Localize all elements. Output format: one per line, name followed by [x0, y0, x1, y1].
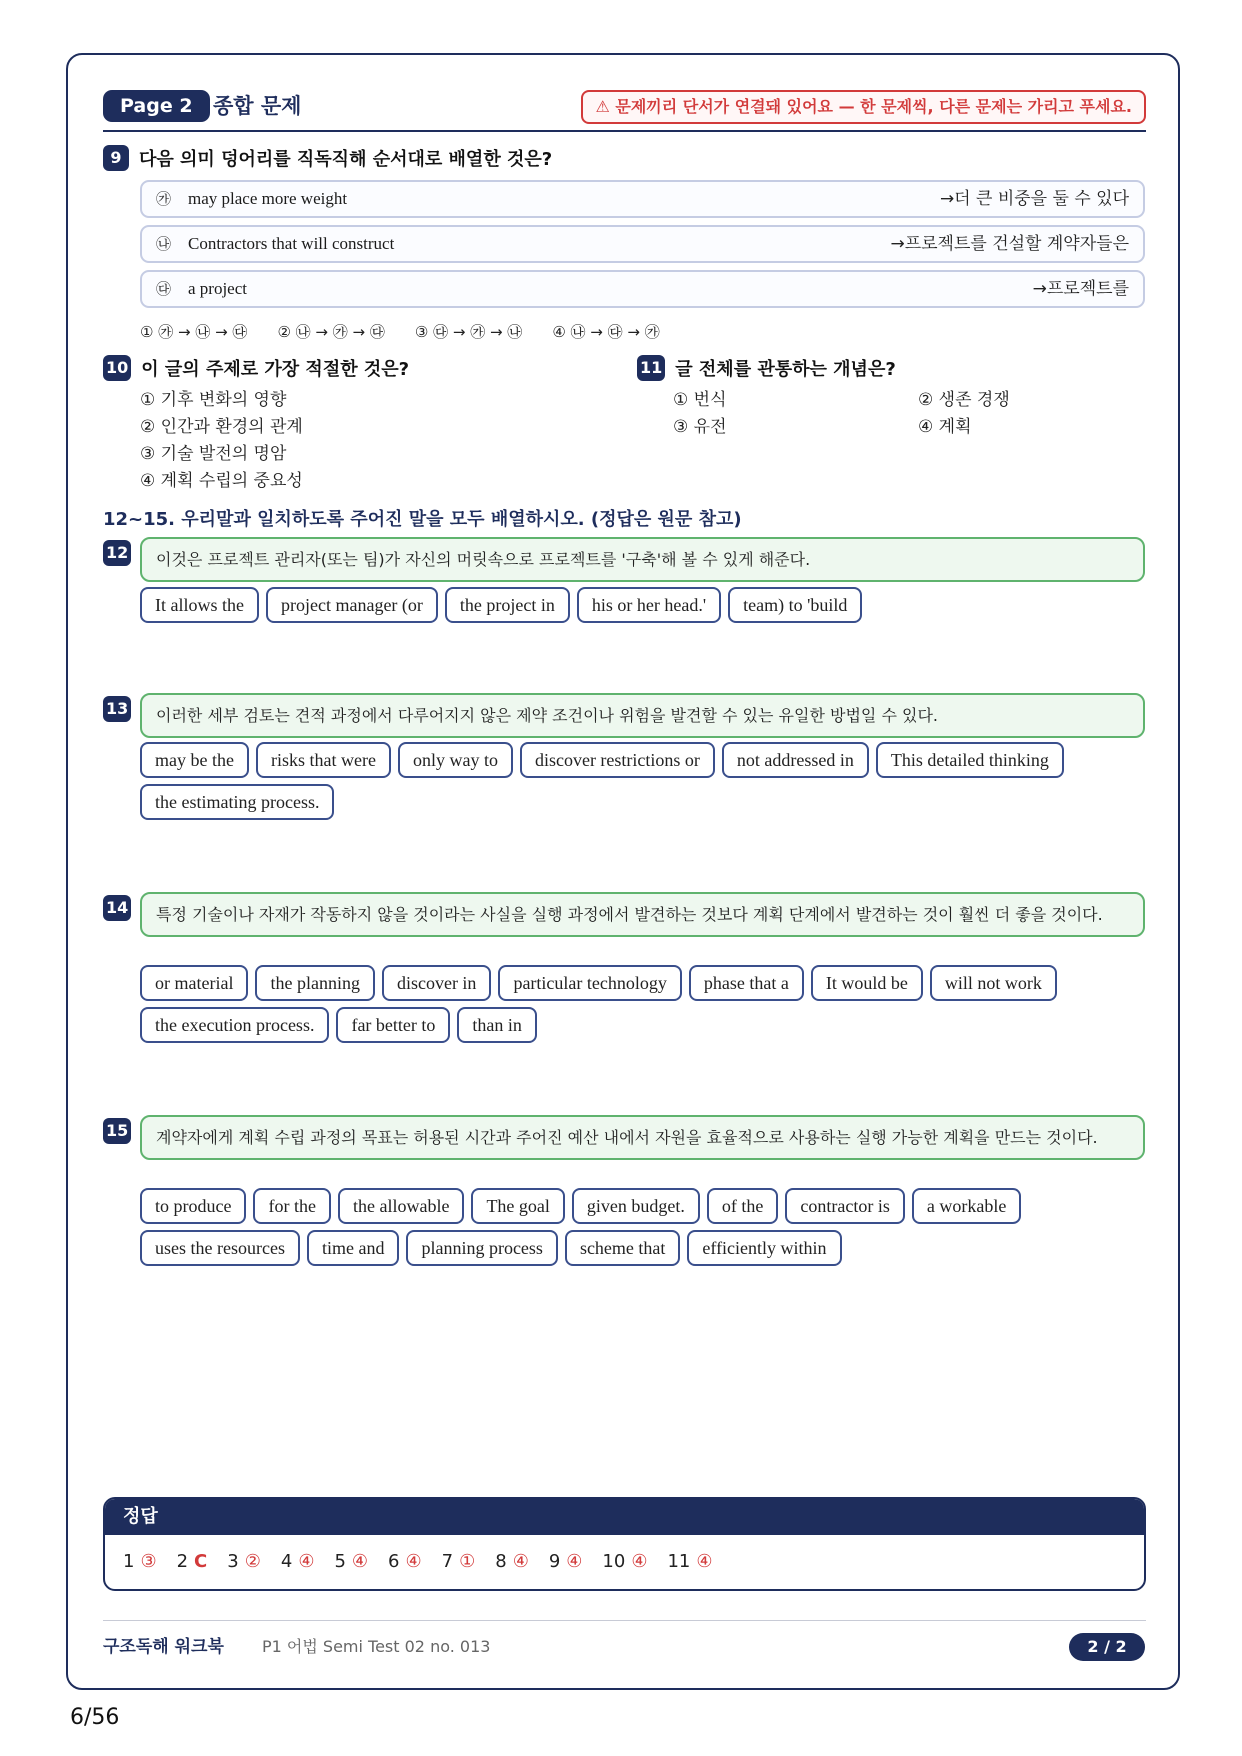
word-tile[interactable]: for the — [253, 1188, 330, 1224]
question-10-header — [103, 355, 409, 381]
word-tile[interactable]: the execution process. — [140, 1007, 329, 1043]
word-tile[interactable]: far better to — [336, 1007, 450, 1043]
word-tile[interactable]: The goal — [471, 1188, 564, 1224]
word-tile[interactable]: only way to — [398, 742, 513, 778]
answer-key — [103, 1497, 1146, 1591]
korean-prompt: 이러한 세부 검토는 견적 과정에서 다루어지지 않은 제약 조건이나 위험을 발견할 수 있는 유일한 방법일 수 있다. — [140, 693, 1145, 738]
question-9-options — [140, 321, 660, 342]
word-tile[interactable]: uses the resources — [140, 1230, 300, 1266]
question-number: 15 — [103, 1118, 131, 1144]
option[interactable]: ① ㉮ → ㉯ → ㉰ — [140, 323, 248, 341]
section-heading: 12~15. 우리말과 일치하도록 주어진 말을 모두 배열하시오. (정답은 원문 참고) — [103, 509, 742, 530]
word-tile[interactable]: his or her head.' — [577, 587, 721, 623]
answer-item: 5 ④ — [334, 1551, 369, 1572]
word-tile[interactable]: project manager (or — [266, 587, 438, 623]
word-tile[interactable]: efficiently within — [687, 1230, 841, 1266]
answer-item: 2 C — [176, 1551, 208, 1572]
chunk-row — [140, 270, 1145, 308]
word-tile[interactable]: phase that a — [689, 965, 804, 1001]
question-11-header — [637, 355, 896, 381]
option[interactable]: ③ 유전 — [673, 417, 727, 437]
word-tile[interactable]: team) to 'build — [728, 587, 862, 623]
option[interactable]: ① 기후 변화의 영향 — [140, 390, 287, 410]
answer-item: 10 ④ — [602, 1551, 648, 1572]
answer-item: 4 ④ — [280, 1551, 315, 1572]
question-number: 11 — [637, 355, 665, 381]
word-tile[interactable]: It allows the — [140, 587, 259, 623]
page-header — [103, 90, 1146, 132]
chunk-english: may place more weight — [188, 189, 348, 208]
answer-key-list — [105, 1535, 1144, 1589]
word-tile[interactable]: will not work — [930, 965, 1057, 1001]
chunk-korean: →더 큰 비중을 둘 수 있다 — [939, 189, 1129, 209]
word-tiles — [140, 587, 1150, 623]
word-tile[interactable]: than in — [457, 1007, 537, 1043]
footer-divider — [103, 1620, 1146, 1621]
word-tile[interactable]: not addressed in — [722, 742, 869, 778]
option[interactable]: ② 인간과 환경의 관계 — [140, 417, 303, 437]
question-11-options — [673, 387, 1118, 441]
option[interactable]: ② 생존 경쟁 — [918, 390, 1010, 410]
question-number: 12 — [103, 540, 131, 566]
answer-item: 6 ④ — [388, 1551, 422, 1572]
footer-title: 구조독해 워크북 — [103, 1637, 224, 1657]
chunk-row — [140, 225, 1145, 263]
page-indicator: 2 / 2 — [1069, 1633, 1145, 1661]
word-tile[interactable]: risks that were — [256, 742, 391, 778]
word-tile[interactable]: It would be — [811, 965, 923, 1001]
word-tile[interactable]: of the — [707, 1188, 778, 1224]
option[interactable]: ④ ㉯ → ㉰ → ㉮ — [552, 323, 660, 341]
question-number: 14 — [103, 895, 131, 921]
question-number: 10 — [103, 355, 131, 381]
question-text: 글 전체를 관통하는 개념은? — [675, 359, 896, 380]
word-tile[interactable]: given budget. — [572, 1188, 700, 1224]
option[interactable]: ④ 계획 수립의 중요성 — [140, 471, 303, 491]
answer-item: 8 ④ — [495, 1551, 529, 1572]
page-title: 종합 문제 — [213, 94, 302, 118]
word-tile[interactable]: time and — [307, 1230, 399, 1266]
footer-subtitle: P1 어법 Semi Test 02 no. 013 — [262, 1637, 491, 1656]
option[interactable]: ① 번식 — [673, 390, 727, 410]
word-tile[interactable]: or material — [140, 965, 248, 1001]
chunk-mark: ㉯ — [156, 235, 172, 253]
word-tile[interactable]: the planning — [255, 965, 374, 1001]
answer-item: 9 ④ — [548, 1551, 583, 1572]
word-tile[interactable]: This detailed thinking — [876, 742, 1064, 778]
answer-item: 7 ① — [441, 1551, 476, 1572]
answer-item: 11 ④ — [667, 1551, 713, 1572]
korean-prompt: 이것은 프로젝트 관리자(또는 팀)가 자신의 머릿속으로 프로젝트를 '구축'해 볼 수 있게 해준다. — [140, 537, 1145, 582]
chunk-english: a project — [188, 279, 247, 298]
word-tiles — [140, 1188, 1150, 1266]
word-tile[interactable]: the project in — [445, 587, 570, 623]
word-tiles — [140, 742, 1150, 820]
answer-item: 1 ③ — [123, 1551, 157, 1572]
chunk-mark: ㉰ — [156, 280, 172, 298]
word-tile[interactable]: planning process — [406, 1230, 557, 1266]
option[interactable]: ② ㉯ → ㉮ → ㉰ — [277, 323, 385, 341]
word-tile[interactable]: to produce — [140, 1188, 246, 1224]
word-tile[interactable]: the estimating process. — [140, 784, 334, 820]
document-page-count: 6/56 — [70, 1705, 120, 1730]
page-badge: Page 2 — [103, 90, 210, 122]
word-tile[interactable]: discover in — [382, 965, 491, 1001]
chunk-korean: →프로젝트를 건설할 계약자들은 — [890, 234, 1129, 254]
option[interactable]: ③ 기술 발전의 명암 — [140, 444, 287, 464]
option[interactable]: ③ ㉰ → ㉮ → ㉯ — [414, 323, 523, 341]
chunk-korean: →프로젝트를 — [1032, 279, 1129, 299]
korean-prompt: 계약자에게 계획 수립 과정의 목표는 허용된 시간과 주어진 예산 내에서 자원을 효율적으로 사용하는 실행 가능한 계획을 만드는 것이다. — [140, 1115, 1145, 1160]
word-tiles — [140, 965, 1150, 1043]
question-number: 9 — [103, 145, 129, 171]
option[interactable]: ④ 계획 — [918, 417, 972, 437]
answer-key-title: 정답 — [105, 1499, 1144, 1535]
chunk-row — [140, 180, 1145, 218]
question-text: 다음 의미 덩어리를 직독직해 순서대로 배열한 것은? — [139, 149, 553, 170]
word-tile[interactable]: may be the — [140, 742, 249, 778]
question-9-header — [103, 145, 552, 171]
question-text: 이 글의 주제로 가장 적절한 것은? — [141, 359, 410, 380]
question-number: 13 — [103, 696, 131, 722]
warning-banner: ⚠ 문제끼리 단서가 연결돼 있어요 — 한 문제씩, 다른 문제는 가리고 푸세요. — [581, 90, 1146, 124]
question-10-options — [140, 387, 303, 495]
word-tile[interactable]: scheme that — [565, 1230, 680, 1266]
chunk-english: Contractors that will construct — [188, 234, 395, 253]
answer-item: 3 ② — [227, 1551, 261, 1572]
word-tile[interactable]: discover restrictions or — [520, 742, 715, 778]
chunk-mark: ㉮ — [156, 190, 172, 208]
word-tile[interactable]: the allowable — [338, 1188, 464, 1224]
korean-prompt: 특정 기술이나 자재가 작동하지 않을 것이라는 사실을 실행 과정에서 발견하는 것보다 계획 단계에서 발견하는 것이 훨씬 더 좋을 것이다. — [140, 892, 1145, 937]
word-tile[interactable]: particular technology — [498, 965, 681, 1001]
word-tile[interactable]: contractor is — [785, 1188, 904, 1224]
word-tile[interactable]: a workable — [912, 1188, 1021, 1224]
